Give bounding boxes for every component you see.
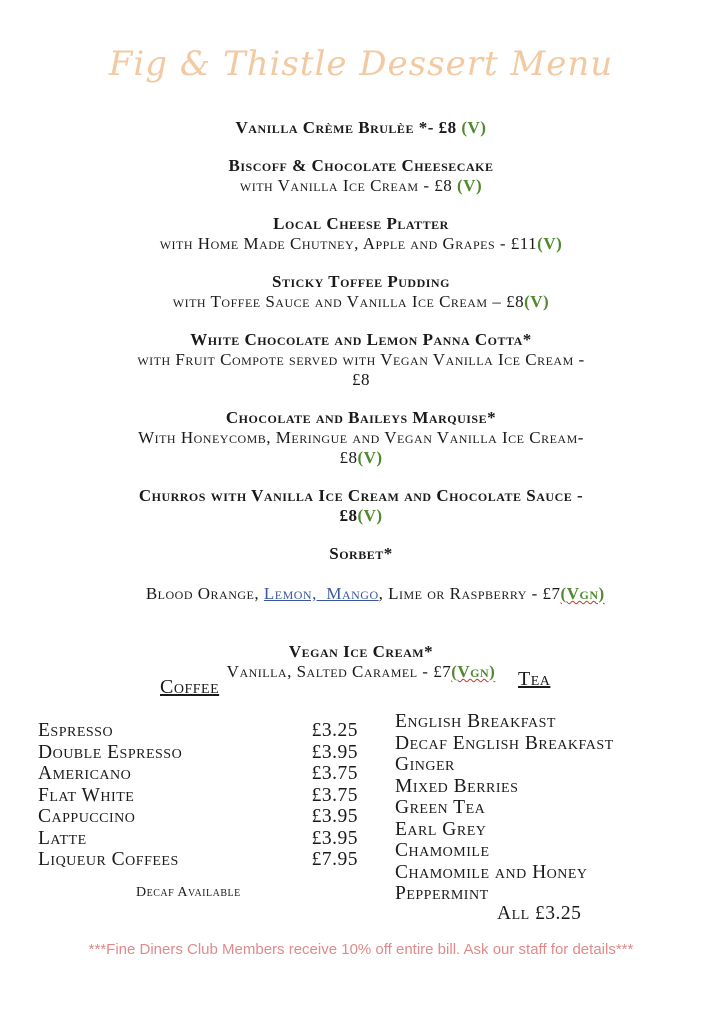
dessert-price: £8(V) — [339, 448, 383, 467]
coffee-price: £3.75 — [311, 784, 358, 806]
dessert-description: With Honeycomb, Meringue and Vegan Vanilla Ice Cream- — [138, 428, 584, 447]
coffee-name: Latte — [38, 827, 87, 849]
coffee-price: £3.95 — [311, 741, 358, 763]
dessert-price: £8(V) — [339, 506, 383, 525]
dessert-item — [90, 544, 632, 624]
coffee-name: Americano — [38, 763, 132, 784]
tea-item: Earl Grey — [395, 818, 487, 840]
tea-price: All £3.25 — [497, 903, 582, 924]
coffee-row — [38, 828, 358, 850]
footer-promo: ***Fine Diners Club Members receive 10% off entire bill. Ask our staff for details*** — [88, 941, 634, 958]
coffee-row — [38, 785, 358, 807]
vegetarian-badge: (V) — [357, 506, 383, 525]
tea-item: Ginger — [395, 754, 455, 775]
dessert-name: Chocolate and Baileys Marquise* — [225, 408, 497, 427]
vegetarian-badge: (V) — [357, 448, 383, 467]
dessert-item — [90, 408, 632, 468]
dessert-description: with Home Made Chutney, Apple and Grapes - £11(V) — [159, 234, 563, 253]
dessert-name: Vanilla Crème Brulèe *- £8 (V) — [235, 118, 487, 137]
coffee-price: £3.75 — [311, 763, 358, 784]
dessert-name: Biscoff & Chocolate Cheesecake — [228, 156, 494, 175]
dessert-price: £8 — [352, 370, 370, 389]
vegetarian-badge: (V) — [457, 176, 483, 195]
coffee-row — [38, 763, 358, 785]
tea-heading: Tea — [518, 668, 551, 690]
tea-item: English Breakfast — [395, 711, 556, 732]
dessert-description: Vanilla, Salted Caramel - £7(Vgn) — [226, 662, 496, 681]
tea-item: Peppermint — [395, 883, 489, 904]
dessert-list — [90, 118, 632, 700]
vegan-badge: (Vgn) — [560, 584, 605, 603]
coffee-row — [38, 742, 358, 764]
coffee-heading: Coffee — [160, 676, 220, 698]
coffee-price: £3.95 — [311, 827, 358, 849]
coffee-name: Liqueur Coffees — [38, 849, 179, 870]
coffee-name: Espresso — [38, 720, 114, 741]
dessert-description: with Fruit Compote served with Vegan Vanilla Ice Cream - — [137, 350, 585, 369]
tea-item: Decaf English Breakfast — [395, 732, 614, 754]
dessert-item — [90, 272, 632, 312]
dessert-item — [90, 330, 632, 390]
dessert-name: Churros with Vanilla Ice Cream and Chocolate Sauce - — [138, 486, 584, 505]
coffee-name: Double Espresso — [38, 741, 183, 763]
tea-item: Chamomile — [395, 840, 490, 861]
menu-title: Fig & Thistle Dessert Menu — [108, 44, 614, 84]
vegetarian-badge: (V) — [537, 234, 563, 253]
vegetarian-badge: (V) — [461, 118, 487, 137]
vegan-badge: (Vgn) — [451, 662, 496, 681]
dessert-item — [90, 118, 632, 138]
tea-item: Green Tea — [395, 797, 486, 818]
dessert-description: with Toffee Sauce and Vanilla Ice Cream – £8(V) — [172, 292, 550, 311]
dessert-description: with Vanilla Ice Cream - £8 (V) — [239, 176, 483, 195]
dessert-name: Vegan Ice Cream* — [288, 642, 434, 661]
tea-item: Mixed Berries — [395, 775, 519, 797]
dessert-description: Blood Orange, Lemon, Mango, Lime or Raspberry - £7(Vgn) — [145, 584, 605, 603]
coffee-price: £7.95 — [311, 849, 358, 870]
dessert-item — [90, 214, 632, 254]
decaf-note: Decaf Available — [136, 885, 241, 900]
vegetarian-badge: (V) — [524, 292, 550, 311]
dessert-item — [90, 156, 632, 196]
dessert-name: Local Cheese Platter — [273, 214, 449, 233]
dessert-name: Sorbet* — [329, 544, 393, 563]
coffee-row — [38, 720, 358, 742]
dessert-name: Sticky Toffee Pudding — [272, 272, 450, 291]
coffee-row — [38, 806, 358, 828]
coffee-name: Flat White — [38, 784, 135, 806]
tea-item: Chamomile and Honey — [395, 861, 588, 883]
coffee-price: £3.25 — [311, 720, 358, 741]
coffee-row — [38, 849, 358, 871]
dessert-name: White Chocolate and Lemon Panna Cotta* — [190, 330, 532, 349]
coffee-price: £3.95 — [311, 806, 358, 827]
coffee-list — [38, 720, 358, 871]
coffee-name: Cappuccino — [38, 806, 136, 827]
dessert-item — [90, 486, 632, 526]
tea-list — [395, 711, 614, 905]
